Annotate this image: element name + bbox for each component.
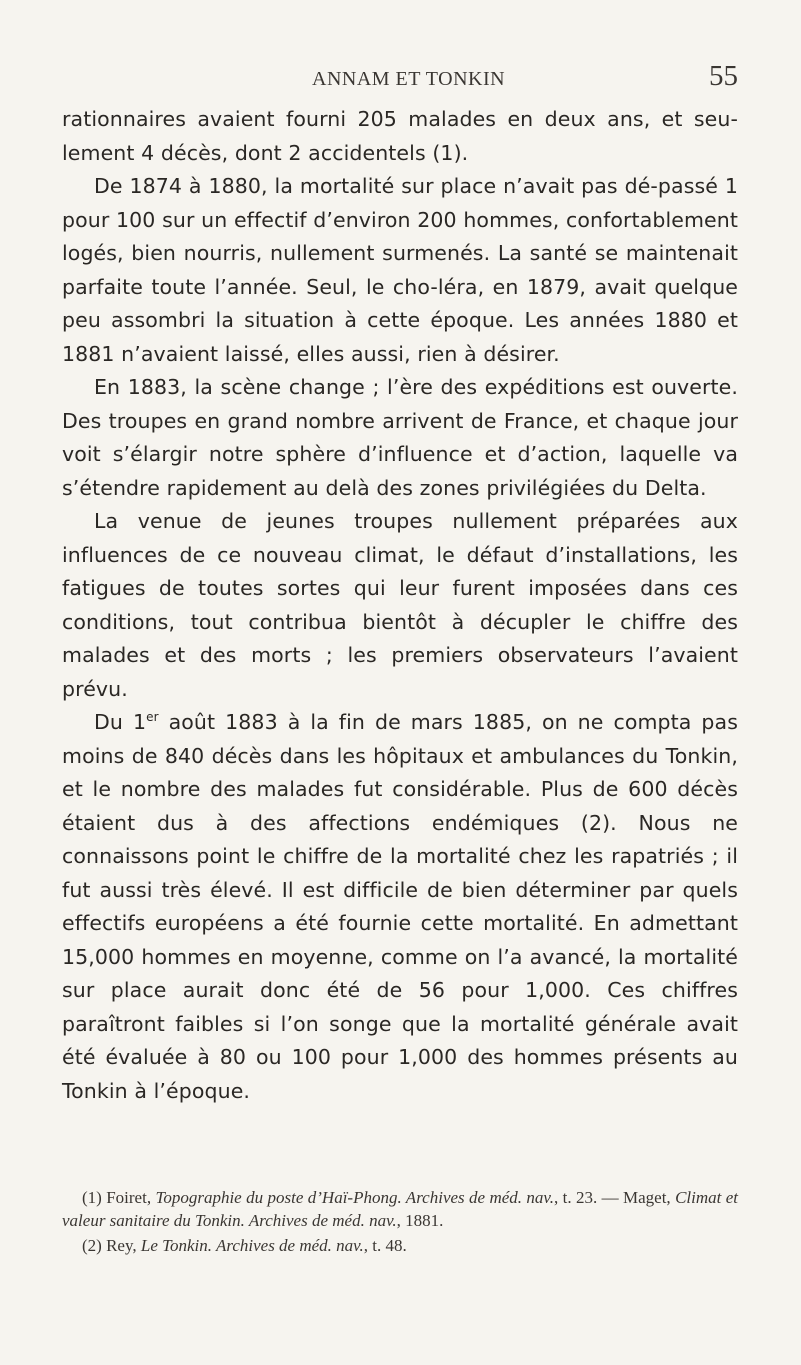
page-number: 55 bbox=[709, 60, 738, 92]
running-header bbox=[62, 62, 738, 98]
paragraph: De 1874 à 1880, la mortalité sur place n’avait pas dé-passé 1 pour 100 sur un effectif d’environ 200 hommes, confortablement logés, bien nourris, nullement surmenés. La santé se maintenait parfaite toute l’année. Seul, le cho-léra, en 1879, avait quelque peu assombri la situation à cette époque. Les années 1880 et 1881 n’avaient laissé, elles aussi, rien à désirer. bbox=[62, 174, 738, 366]
footnote-1 bbox=[62, 1186, 738, 1232]
footnote-italic: Climat et valeur sanitaire du Tonkin. Archives de méd. nav. bbox=[62, 1188, 739, 1230]
text-run: août 1883 à la fin de mars 1885, on ne compta pas moins de 840 décès dans les hôpitaux et ambulances du Tonkin, et le nombre des malades fut considérable. Plus de 600 décès étaient dus à des affections endémiques (2). Nous ne connaissons point le chiffre de la mortalité chez les rapatriés ; il fut aussi très élevé. Il est difficile de bien déterminer par quels effectifs européens a été fournie cette mortalité. En admettant 15,000 hommes en moyenne, comme on l’a avancé, la mortalité sur place aurait donc été de 56 pour 1,000. Ces chiffres paraîtront faibles si l’on songe que la mortalité générale avait été évaluée à 80 ou 100 pour 1,000 des hommes présents au Tonkin à l’époque. bbox=[62, 710, 738, 1103]
paragraph: En 1883, la scène change ; l’ère des expéditions est ouverte. Des troupes en grand nombre arrivent de France, et chaque jour voit s’élargir notre sphère d’influence et d’action, laquelle va s’étendre rapidement au delà des zones privilégiées du Delta. bbox=[62, 375, 738, 500]
footnote-text: , t. 48. bbox=[363, 1236, 407, 1255]
footnote-text: , t. 23. — Maget, bbox=[553, 1188, 676, 1207]
superscript: er bbox=[146, 710, 159, 725]
text-run: Du 1 bbox=[94, 710, 147, 734]
paragraph: rationnaires avaient fourni 205 malades en deux ans, et seu-lement 4 décès, dont 2 accidentels (1). bbox=[62, 107, 738, 165]
footnote-italic: Topographie du poste d’Haï-Phong. Archives de méd. nav. bbox=[155, 1188, 554, 1207]
footnote-italic: Le Tonkin. Archives de méd. nav. bbox=[140, 1236, 364, 1255]
footnote-2 bbox=[62, 1234, 738, 1257]
paragraph bbox=[62, 706, 738, 1108]
footnote-text: , 1881. bbox=[396, 1211, 444, 1230]
footnotes bbox=[62, 1186, 738, 1259]
running-title: ANNAM ET TONKIN bbox=[312, 68, 506, 90]
paragraph: La venue de jeunes troupes nullement préparées aux influences de ce nouveau climat, le défaut d’installations, les fatigues de toutes sortes qui leur furent imposées dans ces conditions, tout contribua bientôt à décupler le chiffre des malades et des morts ; les premiers observateurs l’avaient prévu. bbox=[62, 509, 738, 701]
footnote-text: (1) Foiret, bbox=[82, 1188, 156, 1207]
footnote-text: (2) Rey, bbox=[82, 1236, 141, 1255]
main-text bbox=[62, 103, 738, 1108]
